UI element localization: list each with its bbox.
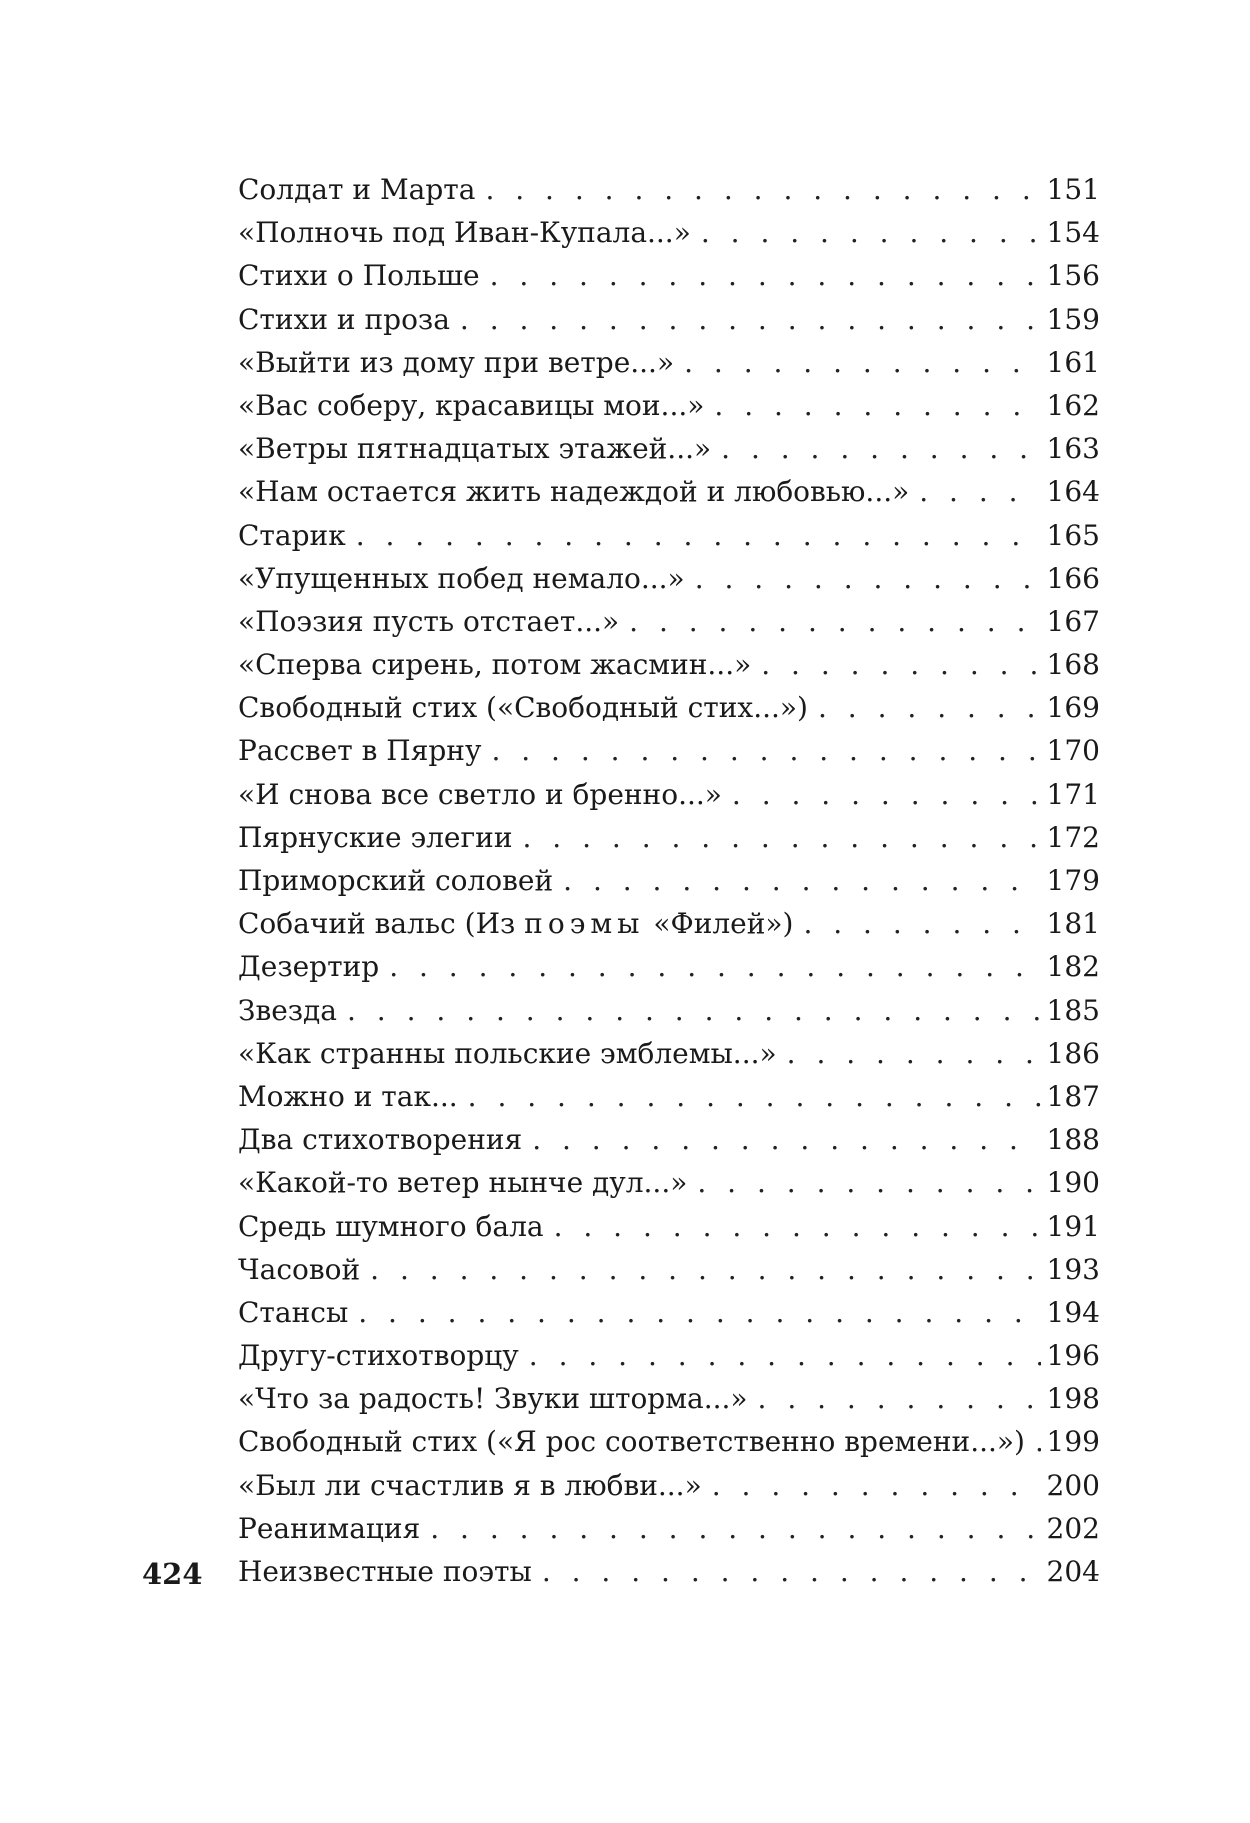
dot-leader bbox=[761, 643, 1040, 686]
toc-entry-page: 163 bbox=[1046, 432, 1100, 466]
dot-leader bbox=[347, 989, 1041, 1032]
dot-leader bbox=[491, 729, 1040, 772]
toc-entry-page: 182 bbox=[1046, 950, 1100, 984]
dot-leader bbox=[563, 859, 1040, 902]
toc-entry-page: 156 bbox=[1046, 259, 1100, 293]
toc-entry bbox=[238, 1075, 1100, 1118]
dot-leader bbox=[529, 1334, 1041, 1377]
dot-leader bbox=[542, 1550, 1041, 1593]
toc-entry-title: Дезертир bbox=[238, 950, 380, 984]
dot-leader bbox=[919, 470, 1040, 513]
dot-leader bbox=[370, 1248, 1040, 1291]
dot-leader bbox=[532, 1118, 1040, 1161]
toc-entry-title-start: Собачий вальс (Из bbox=[238, 907, 516, 941]
toc-entry bbox=[238, 859, 1100, 902]
toc-entry bbox=[238, 168, 1100, 211]
toc-entry-title: Два стихотворения bbox=[238, 1123, 523, 1157]
toc-entry-page: 151 bbox=[1046, 173, 1100, 206]
dot-leader bbox=[695, 557, 1041, 600]
toc-entry bbox=[238, 514, 1100, 557]
toc-entry bbox=[238, 427, 1100, 470]
toc-entry-page: 194 bbox=[1046, 1295, 1100, 1329]
toc-entry-page: 188 bbox=[1046, 1123, 1100, 1157]
toc-entry-title: Рассвет в Пярну bbox=[238, 734, 482, 768]
toc-entry-title: «Какой-то ветер нынче дул...» bbox=[238, 1166, 688, 1200]
toc-entry-page: 154 bbox=[1046, 216, 1100, 250]
dot-leader bbox=[732, 773, 1041, 816]
toc-entry-title: Пярнуские элегии bbox=[238, 820, 513, 854]
toc-entry bbox=[238, 643, 1100, 686]
toc-entry-title: «Сперва сирень, потом жасмин...» bbox=[238, 648, 752, 682]
toc-entry-page: 199 bbox=[1046, 1425, 1100, 1459]
dot-leader bbox=[490, 254, 1041, 297]
toc-entry-title bbox=[238, 902, 803, 945]
toc-entry-page: 186 bbox=[1046, 1036, 1100, 1070]
dot-leader bbox=[818, 686, 1041, 729]
toc-entry-page: 171 bbox=[1046, 777, 1100, 811]
dot-leader bbox=[389, 945, 1040, 988]
toc-entry-page: 204 bbox=[1046, 1555, 1100, 1588]
toc-entry bbox=[238, 1464, 1100, 1507]
page-number: 424 bbox=[142, 1557, 203, 1591]
toc-entry bbox=[238, 1507, 1100, 1550]
toc-entry-title: Неизвестные поэты bbox=[238, 1555, 532, 1588]
dot-leader bbox=[697, 1161, 1040, 1204]
toc-entry-page: 165 bbox=[1046, 518, 1100, 552]
toc-entry bbox=[238, 945, 1100, 988]
toc-entry bbox=[238, 686, 1100, 729]
toc-entry-title: «Вас соберу, красавицы мои...» bbox=[238, 388, 705, 422]
toc-entry-title: Старик bbox=[238, 518, 346, 552]
toc-entry-title: «Упущенных побед немало...» bbox=[238, 561, 685, 595]
toc-entry-page: 168 bbox=[1046, 648, 1100, 682]
dot-leader bbox=[714, 384, 1040, 427]
toc-entry-page: 185 bbox=[1046, 993, 1100, 1027]
toc-entry bbox=[238, 1161, 1100, 1204]
toc-entry bbox=[238, 557, 1100, 600]
dot-leader bbox=[684, 341, 1040, 384]
toc-entry-page: 196 bbox=[1046, 1339, 1100, 1373]
toc-entry bbox=[238, 1550, 1100, 1593]
dot-leader bbox=[485, 168, 1040, 211]
toc-entry-title: Стихи о Польше bbox=[238, 259, 480, 293]
toc-entry-page: 200 bbox=[1046, 1468, 1100, 1502]
toc-entry-title: Звезда bbox=[238, 993, 337, 1027]
dot-leader bbox=[758, 1377, 1041, 1420]
toc-entry bbox=[238, 384, 1100, 427]
toc-entry bbox=[238, 1334, 1100, 1377]
toc-entry-title-end: «Филей») bbox=[653, 907, 794, 941]
toc-entry bbox=[238, 341, 1100, 384]
toc-entry-title: Приморский соловей bbox=[238, 864, 554, 897]
toc-entry bbox=[238, 773, 1100, 816]
toc-entry-title: Другу-стихотворцу bbox=[238, 1339, 519, 1373]
toc-entry bbox=[238, 470, 1100, 513]
toc-entry bbox=[238, 1248, 1100, 1291]
toc-entry-title: Реанимация bbox=[238, 1511, 421, 1545]
toc-entry bbox=[238, 600, 1100, 643]
toc-entry-page: 162 bbox=[1046, 388, 1100, 422]
toc-entry-title: «Как странны польские эмблемы...» bbox=[238, 1036, 777, 1070]
toc-entry-title: Стансы bbox=[238, 1295, 349, 1329]
toc-entry-title: Свободный стих («Я рос соответственно времени...») bbox=[238, 1425, 1025, 1459]
toc-entry-title: «Что за радость! Звуки шторма...» bbox=[238, 1382, 748, 1416]
toc-entry-page: 198 bbox=[1046, 1382, 1100, 1416]
toc-entry-page: 169 bbox=[1046, 691, 1100, 725]
toc-entry-title: «Поэзия пусть отстает...» bbox=[238, 604, 620, 638]
dot-leader bbox=[712, 1464, 1041, 1507]
toc-entry-page: 181 bbox=[1046, 907, 1100, 941]
toc-entry-page: 172 bbox=[1046, 820, 1100, 854]
toc-entry-title: Солдат и Марта bbox=[238, 173, 476, 206]
dot-leader bbox=[358, 1291, 1040, 1334]
toc-entry-page: 187 bbox=[1046, 1079, 1100, 1113]
dot-leader bbox=[721, 427, 1040, 470]
toc-entry-page: 166 bbox=[1046, 561, 1100, 595]
toc-entry bbox=[238, 1118, 1100, 1161]
toc-entry bbox=[238, 254, 1100, 297]
toc-entry-title: «И снова все светло и бренно...» bbox=[238, 777, 722, 811]
toc-entry-title: Стихи и проза bbox=[238, 302, 450, 336]
dot-leader bbox=[554, 1205, 1041, 1248]
toc-entry-page: 190 bbox=[1046, 1166, 1100, 1200]
toc-entry bbox=[238, 298, 1100, 341]
toc-entry bbox=[238, 1205, 1100, 1248]
dot-leader bbox=[356, 514, 1041, 557]
toc-entry-page: 170 bbox=[1046, 734, 1100, 768]
toc-entry-page: 193 bbox=[1046, 1252, 1100, 1286]
toc-entry-page: 202 bbox=[1046, 1511, 1100, 1545]
dot-leader bbox=[803, 902, 1040, 945]
toc-entry-page: 179 bbox=[1046, 864, 1100, 897]
toc-entry-page: 164 bbox=[1046, 475, 1100, 509]
toc-entry-title: Часовой bbox=[238, 1252, 361, 1286]
dot-leader bbox=[468, 1075, 1041, 1118]
toc-entry-title: «Полночь под Иван-Купала...» bbox=[238, 216, 691, 250]
dot-leader bbox=[629, 600, 1040, 643]
toc-entry bbox=[238, 1032, 1100, 1075]
toc-entry-title: Свободный стих («Свободный стих...») bbox=[238, 691, 808, 725]
toc-entry-title: «Выйти из дому при ветре...» bbox=[238, 345, 675, 379]
toc-entry-title: «Был ли счастлив я в любви...» bbox=[238, 1468, 702, 1502]
toc-entry bbox=[238, 211, 1100, 254]
toc-entry bbox=[238, 902, 1100, 945]
toc-entry-title: «Нам остается жить надеждой и любовью...» bbox=[238, 475, 910, 509]
toc-entry bbox=[238, 816, 1100, 859]
toc-entry bbox=[238, 1291, 1100, 1334]
dot-leader bbox=[460, 298, 1041, 341]
table-of-contents bbox=[238, 168, 1100, 1593]
toc-entry bbox=[238, 989, 1100, 1032]
toc-entry-title: «Ветры пятнадцатых этажей...» bbox=[238, 432, 712, 466]
toc-entry-page: 167 bbox=[1046, 604, 1100, 638]
dot-leader bbox=[701, 211, 1041, 254]
toc-entry bbox=[238, 1420, 1100, 1463]
toc-entry-page: 159 bbox=[1046, 302, 1100, 336]
toc-entry-title: Можно и так... bbox=[238, 1079, 458, 1113]
dot-leader bbox=[430, 1507, 1040, 1550]
toc-entry-title: Средь шумного бала bbox=[238, 1209, 544, 1243]
toc-entry bbox=[238, 729, 1100, 772]
toc-entry-title-spaced: поэмы bbox=[524, 907, 645, 941]
toc-entry-page: 191 bbox=[1046, 1209, 1100, 1243]
toc-entry-page: 161 bbox=[1046, 345, 1100, 379]
toc-entry bbox=[238, 1377, 1100, 1420]
dot-leader bbox=[523, 816, 1041, 859]
dot-leader bbox=[787, 1032, 1041, 1075]
